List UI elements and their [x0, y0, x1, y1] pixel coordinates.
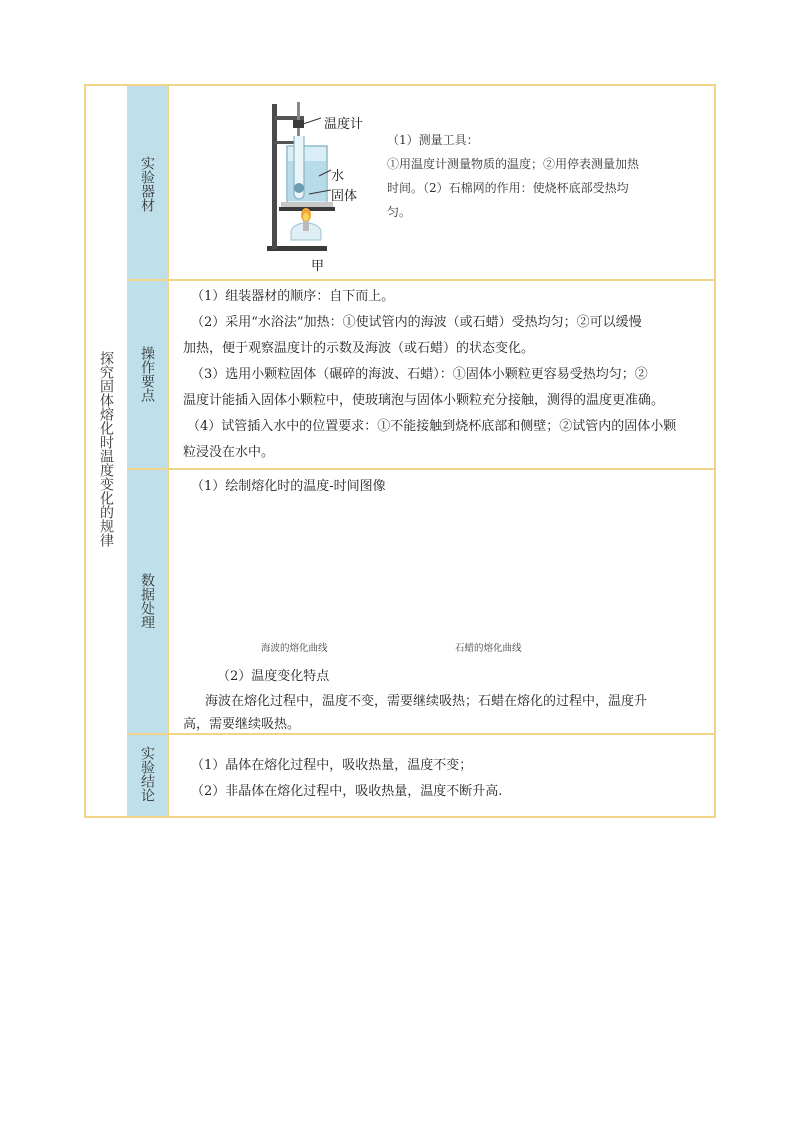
- text-line: 匀。: [387, 205, 412, 219]
- data-heading: （1）绘制熔化时的温度-时间图像: [191, 479, 386, 494]
- text-line: （2）非晶体在熔化过程中，吸收热量，温度不断升高.: [191, 784, 503, 799]
- content-column: [169, 86, 714, 816]
- graph-caption-shila: 石蜡的熔化曲线: [455, 643, 522, 654]
- text-line: （2）采用“水浴法”加热：①使试管内的海波（或石蜡）受热均匀；②可以缓慢: [191, 315, 642, 330]
- section-label-column: [127, 86, 169, 816]
- text-line: 时间。（2）石棉网的作用：使烧杯底部受热均: [387, 181, 629, 195]
- procedure-label: 操作要点: [139, 346, 155, 402]
- figure-caption: 甲: [311, 259, 325, 274]
- text-line: （1）测量工具：: [387, 133, 479, 147]
- text-line: （1）晶体在熔化过程中，吸收热量，温度不变；: [191, 758, 473, 773]
- equipment-label: 实验器材: [139, 156, 155, 212]
- table-title-column: [86, 86, 129, 816]
- text-line: ①用温度计测量物质的温度；②用停表测量加热: [387, 157, 640, 171]
- equipment-cell: [169, 86, 714, 279]
- conclusion-label: 实验结论: [139, 746, 155, 802]
- text-line: （1）组装器材的顺序：自下而上。: [191, 289, 395, 304]
- text-line: （4）试管插入水中的位置要求：①不能接触到烧杯底部和侧壁；②试管内的固体小颗: [187, 419, 677, 434]
- thermometer-label: 温度计: [324, 117, 364, 132]
- text-line: 温度计能插入固体小颗粒中，使玻璃泡与固体小颗粒充分接触，测得的温度更准确。: [183, 393, 665, 408]
- text-line: 高，需要继续吸热。: [183, 717, 301, 732]
- experiment-table: [84, 84, 716, 818]
- data-cell: [169, 474, 714, 732]
- equipment-description: [387, 128, 687, 224]
- procedure-label-cell: [127, 346, 167, 402]
- water-label: 水: [331, 169, 345, 184]
- data-label-cell: [127, 573, 167, 629]
- text-line: 粒浸没在水中。: [183, 445, 275, 460]
- graph-caption-haibo: 海波的熔化曲线: [261, 643, 328, 654]
- text-line: （3）选用小颗粒固体（碾碎的海波、石蜡）：①固体小颗粒更容易受热均匀；②: [191, 367, 648, 382]
- procedure-cell: [169, 284, 714, 466]
- solid-label: 固体: [331, 189, 358, 204]
- table-title: 探究固体熔化时温度变化的规律: [98, 351, 114, 547]
- text-line: 加热，便于观察温度计的示数及海波（或石蜡）的状态变化。: [183, 341, 535, 356]
- data-subheading: （2）温度变化特点: [217, 669, 330, 684]
- text-line: 海波在熔化过程中，温度不变，需要继续吸热；石蜡在熔化的过程中，温度升: [205, 694, 648, 709]
- equipment-label-cell: [127, 156, 167, 212]
- data-label: 数据处理: [139, 573, 155, 629]
- conclusion-cell: [169, 753, 714, 805]
- conclusion-label-cell: [127, 746, 167, 802]
